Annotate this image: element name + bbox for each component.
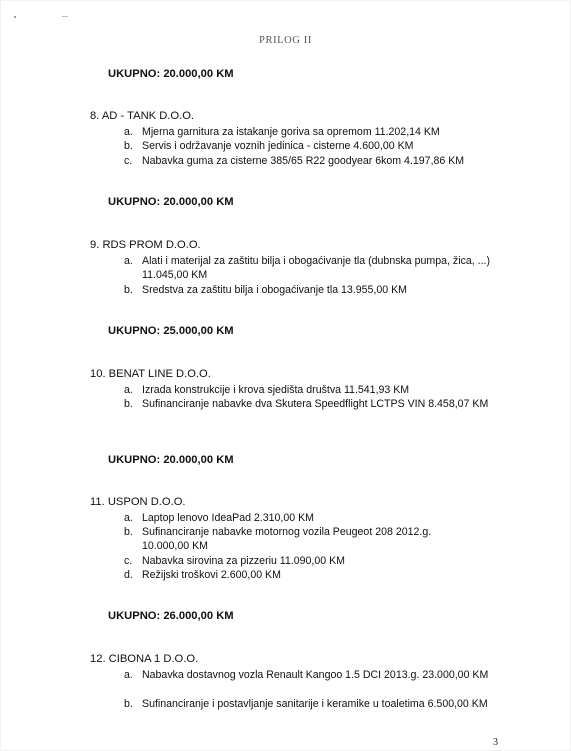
company-heading: 11. USPON D.O.O.: [90, 496, 186, 508]
item-text: Servis i održavanje voznih jedinica - cisterne 4.600,00 KM: [142, 140, 414, 152]
item-letter: a.: [124, 512, 133, 524]
company-heading: 12. CIBONA 1 D.O.O.: [90, 653, 199, 665]
total-line: UKUPNO: 25.000,00 KM: [108, 325, 234, 337]
item-letter: a.: [124, 384, 133, 396]
item-letter: b.: [124, 398, 133, 410]
item-text: Sufinanciranje i postavljanje sanitarije i keramike u toaletima 6.500,00 KM: [142, 698, 488, 710]
item-text: Sredstva za zaštitu bilja i obogaćivanje tla 13.955,00 KM: [142, 284, 407, 296]
total-line: UKUPNO: 20.000,00 KM: [108, 68, 234, 80]
total-line: UKUPNO: 20.000,00 KM: [108, 454, 234, 466]
total-line: UKUPNO: 20.000,00 KM: [108, 196, 234, 208]
item-text: Nabavka sirovina za pizzeriu 11.090,00 KM: [142, 555, 345, 567]
company-heading: 8. AD - TANK D.O.O.: [90, 110, 195, 122]
item-text: Nabavka guma za cisterne 385/65 R22 goodyear 6kom 4.197,86 KM: [142, 155, 465, 167]
item-letter: b.: [124, 526, 133, 538]
item-text: Izrada konstrukcije i krova sjedišta društva 11.541,93 KM: [142, 384, 410, 396]
company-heading: 9. RDS PROM D.O.O.: [90, 239, 201, 251]
item-text: Mjerna garnitura za istakanje goriva sa opremom 11.202,14 KM: [142, 126, 440, 138]
item-text: Režijski troškovi 2.600,00 KM: [142, 569, 281, 581]
item-text: Alati i materijal za zaštitu bilja i obogaćivanje tla (dubnska pumpa, žica, ...) 11.045,00 KM: [142, 255, 490, 281]
page-number: 3: [493, 737, 498, 748]
item-letter: a.: [124, 126, 133, 138]
scan-mark: [62, 16, 68, 17]
scan-mark: [14, 16, 16, 18]
company-heading: 10. BENAT LINE D.O.O.: [90, 368, 211, 380]
total-line: UKUPNO: 26.000,00 KM: [108, 610, 234, 622]
item-letter: c.: [124, 555, 133, 567]
item-text: Sufinanciranje nabavke dva Skutera Speedflight LCTPS VIN 8.458,07 KM: [142, 398, 489, 410]
item-text: Laptop lenovo IdeaPad 2.310,00 KM: [142, 512, 314, 524]
item-letter: a.: [124, 255, 133, 267]
item-text: Sufinanciranje nabavke motornog vozila Peugeot 208 2012.g. 10.000,00 KM: [142, 526, 432, 552]
item-letter: b.: [124, 140, 133, 152]
item-letter: b.: [124, 284, 133, 296]
item-text: Nabavka dostavnog vozla Renault Kangoo 1.5 DCI 2013.g. 23.000,00 KM: [142, 669, 489, 681]
item-letter: d.: [124, 569, 133, 581]
page-header: PRILOG II: [259, 35, 312, 46]
item-letter: a.: [124, 669, 133, 681]
item-letter: c.: [124, 155, 133, 167]
item-letter: b.: [124, 698, 133, 710]
